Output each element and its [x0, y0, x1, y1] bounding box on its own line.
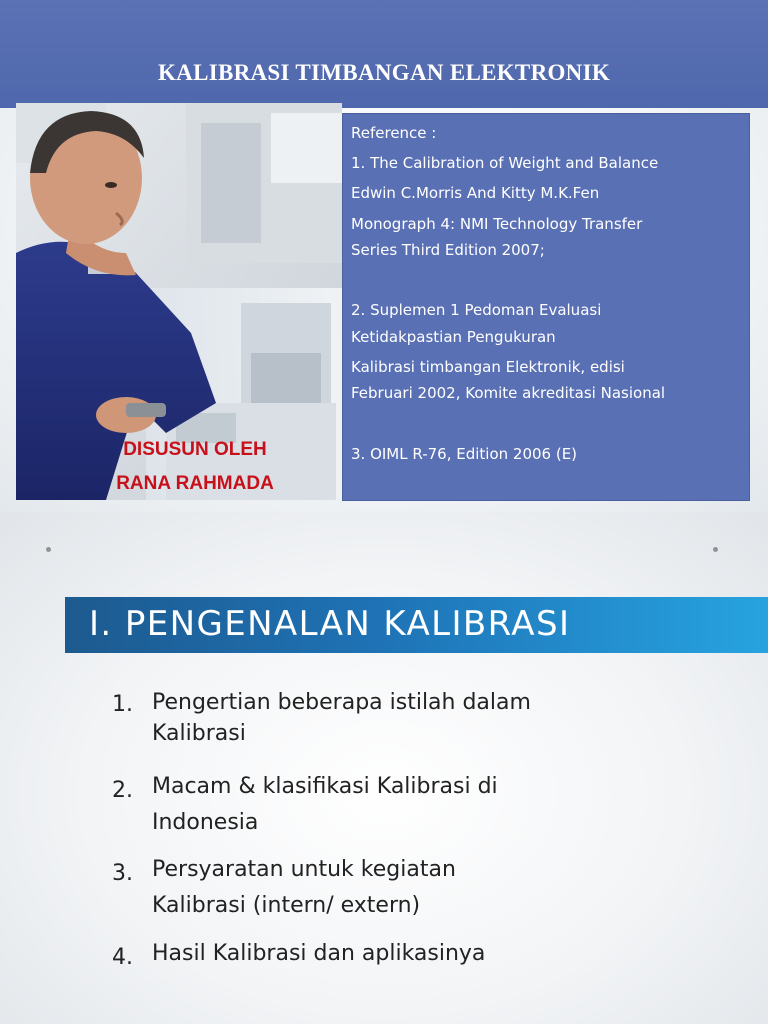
author-name: RANA RAHMADA [116, 473, 274, 494]
list-text-line: Indonesia [152, 810, 259, 835]
reference-line: Ketidakpastian Pengukuran [351, 328, 556, 346]
reference-line: Series Third Edition 2007; [351, 241, 545, 259]
slide-content [0, 512, 768, 1024]
list-text [152, 769, 672, 841]
reference-line: 1. The Calibration of Weight and Balance [351, 154, 659, 172]
list-text-line: Persyaratan untuk kegiatan [152, 857, 456, 882]
list-text-line: Hasil Kalibrasi dan aplikasinya [152, 941, 486, 966]
list-text-line: Macam & klasifikasi Kalibrasi di [152, 774, 498, 799]
list-number: 2. [112, 778, 133, 803]
list-number: 4. [112, 945, 133, 970]
author-label: DISUSUN OLEH [123, 439, 267, 460]
bullet-dot-decoration [46, 547, 51, 552]
reference-line: Monograph 4: NMI Technology Transfer [351, 215, 643, 233]
bullet-dot-decoration [713, 547, 718, 552]
reference-line: Februari 2002, Komite akreditasi Nasional [351, 384, 666, 402]
list-number: 3. [112, 861, 133, 886]
list-text-line: Kalibrasi (intern/ extern) [152, 893, 421, 918]
reference-line: 2. Suplemen 1 Pedoman Evaluasi [351, 301, 602, 319]
title-bar [0, 0, 768, 108]
reference-line: Edwin C.Morris And Kitty M.K.Fen [351, 184, 600, 202]
list-text [152, 687, 672, 749]
section-title: I. PENGENALAN KALIBRASI [89, 604, 571, 644]
list-text-line: Kalibrasi [152, 721, 246, 746]
list-text [152, 852, 672, 924]
reference-box [342, 113, 750, 501]
list-number: 1. [112, 692, 133, 717]
reference-heading: Reference : [351, 124, 437, 142]
section-header-bar [65, 597, 768, 653]
list-text [152, 936, 672, 972]
slide-title-text: KALIBRASI TIMBANGAN ELEKTRONIK [157, 60, 611, 85]
list-text-line: Pengertian beberapa istilah dalam [152, 690, 531, 715]
reference-line: 3. OIML R-76, Edition 2006 (E) [351, 445, 578, 463]
reference-line: Kalibrasi timbangan Elektronik, edisi [351, 358, 625, 376]
